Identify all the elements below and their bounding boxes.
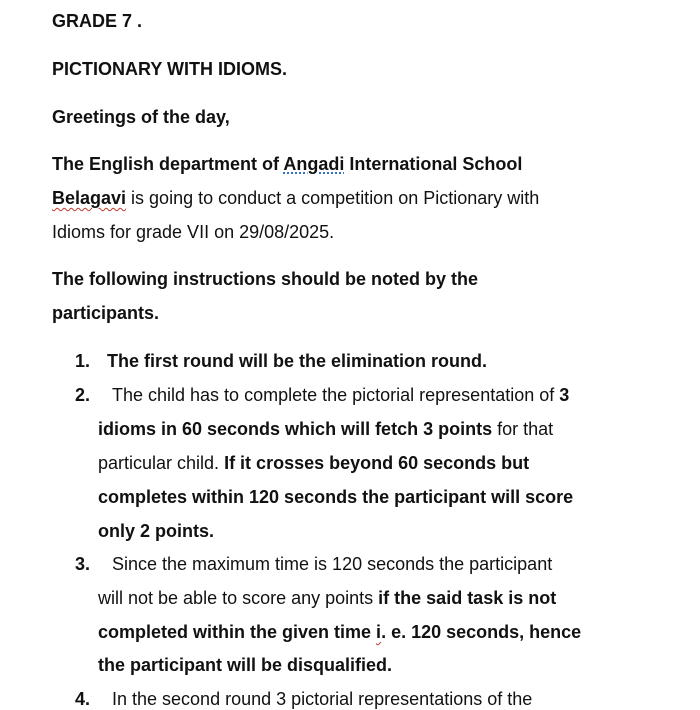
list-item-2-line-4: completes within 120 seconds the participant will score <box>98 487 574 507</box>
list-item-3-line-2-text: will not be able to score any points <box>98 588 379 608</box>
spell-flag-ie: i <box>376 622 382 642</box>
list-item-2-count: 3 <box>559 385 570 405</box>
list-item-3-line-2-bold: if the said task is not <box>378 588 557 608</box>
list-item-1: The first round will be the elimination round. <box>107 351 488 371</box>
greeting-line: Greetings of the day, <box>52 107 230 127</box>
intro-line-2-rest: is going to conduct a competition on Pictionary with <box>126 188 540 208</box>
list-number-1: 1. <box>75 351 91 371</box>
list-number-3: 3. <box>75 554 91 574</box>
list-item-2-line-2 <box>98 418 553 440</box>
intro-line-2 <box>52 187 539 209</box>
list-item-2-line-3-bold: If it crosses beyond 60 seconds but <box>224 453 530 473</box>
list-item-2-line-1-text: The child has to complete the pictorial representation of <box>112 385 560 405</box>
list-item-4-line-1: In the second round 3 pictorial representations of the <box>112 689 533 709</box>
document-title: PICTIONARY WITH IDIOMS. <box>52 59 288 79</box>
list-number-4: 4. <box>75 689 91 709</box>
list-number-2: 2. <box>75 385 91 405</box>
list-item-3-line-4: the participant will be disqualified. <box>98 655 393 675</box>
list-item-3-line-3-text: completed within the given time <box>98 622 377 642</box>
intro-line-1 <box>52 153 522 175</box>
list-item-2-line-2-rest: for that <box>492 419 554 439</box>
list-item-2-line-3 <box>98 452 529 474</box>
intro-school-suffix: International School <box>344 154 523 174</box>
instructions-heading-line-2: participants. <box>52 303 160 323</box>
list-item-3-line-1: Since the maximum time is 120 seconds the participant <box>112 554 553 574</box>
instructions-heading-line-1: The following instructions should be noted by the <box>52 269 478 289</box>
school-name-angadi: Angadi <box>283 154 345 174</box>
list-item-2-line-5: only 2 points. <box>98 521 215 541</box>
list-item-2-line-1 <box>112 384 569 406</box>
list-item-2-line-3-text: particular child. <box>98 453 225 473</box>
list-item-2-line-2-bold: idioms in 60 seconds which will fetch 3 points <box>98 419 493 439</box>
city-name-belagavi: Belagavi <box>52 188 127 208</box>
intro-prefix: The English department of <box>52 154 284 174</box>
intro-line-3: Idioms for grade VII on 29/08/2025. <box>52 222 335 242</box>
list-item-3-line-3-rest: . e. 120 seconds, hence <box>381 622 582 642</box>
grade-heading: GRADE 7 . <box>52 11 143 31</box>
list-item-3-line-3 <box>98 621 581 643</box>
list-item-3-line-2 <box>98 587 556 609</box>
